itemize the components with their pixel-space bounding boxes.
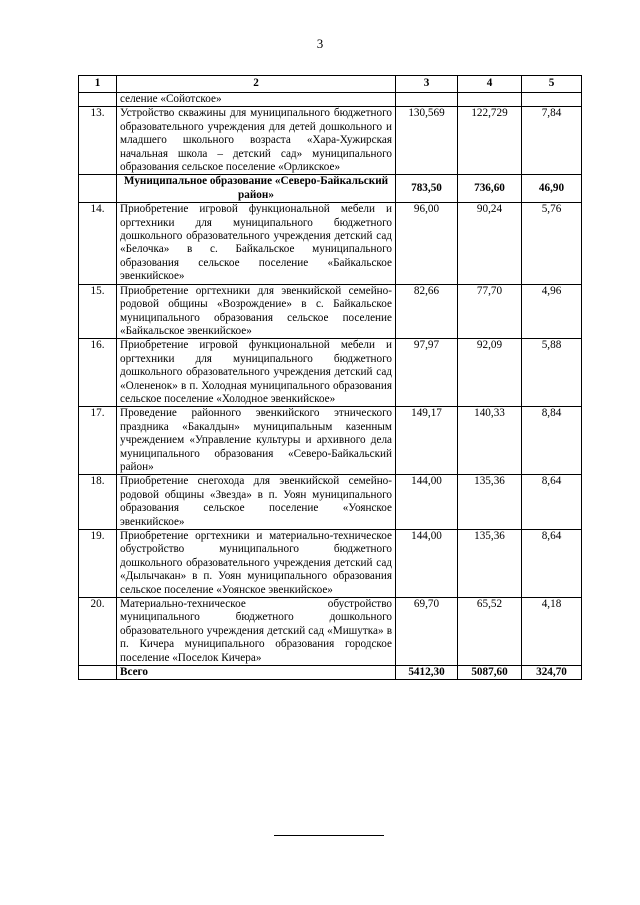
total-label: Всего	[117, 666, 396, 680]
header-col-5: 5	[522, 76, 582, 93]
row-num: 18.	[79, 475, 117, 530]
table-row	[79, 203, 582, 284]
row-value-col5: 7,84	[522, 107, 582, 175]
group-value-col4: 736,60	[458, 175, 522, 203]
row-value-col4: 135,36	[458, 475, 522, 530]
row-value-col3: 69,70	[396, 598, 458, 666]
row-value-col3: 149,17	[396, 407, 458, 475]
total-value-col5: 324,70	[522, 666, 582, 680]
row-value-col5: 8,64	[522, 475, 582, 530]
table-row	[79, 407, 582, 475]
row-value-col5: 8,64	[522, 530, 582, 598]
row-value-col3: 82,66	[396, 284, 458, 339]
table-row	[79, 598, 582, 666]
row-value-col3: 96,00	[396, 203, 458, 284]
row-value-col4: 65,52	[458, 598, 522, 666]
header-col-3: 3	[396, 76, 458, 93]
row-value-col5: 4,96	[522, 284, 582, 339]
row-value-col4: 122,729	[458, 107, 522, 175]
row-description: Приобретение игровой функциональной мебели и оргтехники для муниципального бюджетного дошкольного образовательного учреждения детский сад «Олененок» в п. Холодная муниципального образования сельское поселение «Холодное эвенкийское»	[117, 339, 396, 407]
row-num: 15.	[79, 284, 117, 339]
row-value-col4: 92,09	[458, 339, 522, 407]
total-value-col3: 5412,30	[396, 666, 458, 680]
row-num: 17.	[79, 407, 117, 475]
row-value-col4: 77,70	[458, 284, 522, 339]
row-num: 14.	[79, 203, 117, 284]
page-number: 3	[316, 36, 324, 51]
row-value-col5: 5,76	[522, 203, 582, 284]
header-col-1: 1	[79, 76, 117, 93]
header-col-2: 2	[117, 76, 396, 93]
row-num: 16.	[79, 339, 117, 407]
total-value-col4: 5087,60	[458, 666, 522, 680]
table-header-row	[79, 76, 582, 93]
row-value-col5: 4,18	[522, 598, 582, 666]
footer-divider	[274, 835, 384, 836]
row-description: Приобретение оргтехники и материально-техническое обустройство муниципального бюджетного дошкольного образовательного учреждения детский сад «Дылычакан» в п. Уоян муниципального образования сельское поселение «Уоянское эвенкийское»	[117, 530, 396, 598]
row-num: 19.	[79, 530, 117, 598]
row-num	[79, 93, 117, 107]
header-col-4: 4	[458, 76, 522, 93]
table-row-continuation	[79, 93, 582, 107]
row-description: Проведение районного эвенкийского этнического праздника «Бакалдын» муниципальным казенным учреждением «Управление культуры и архивного дела муниципального образования «Северо-Байкальский район»	[117, 407, 396, 475]
row-description: Приобретение игровой функциональной мебели и оргтехники для муниципального бюджетного дошкольного образовательного учреждения детский сад «Белочка» в с. Байкальское муниципального образования сельское поселение «Байкальское эвенкийское»	[117, 203, 396, 284]
row-num: 20.	[79, 598, 117, 666]
row-num: 13.	[79, 107, 117, 175]
table-row	[79, 475, 582, 530]
group-value-col3: 783,50	[396, 175, 458, 203]
row-value-col4: 140,33	[458, 407, 522, 475]
row-value-col3: 97,97	[396, 339, 458, 407]
row-value-col4: 90,24	[458, 203, 522, 284]
row-description: Приобретение оргтехники для эвенкийской семейно-родовой общины «Возрождение» в с. Байкальское муниципального образования сельское поселение «Байкальское эвенкийское»	[117, 284, 396, 339]
row-description: селение «Сойотское»	[117, 93, 396, 107]
row-description: Устройство скважины для муниципального бюджетного образовательного учреждения для детей дошкольного и младшего школьного возраста «Хара-Хужирская начальная школа – детский сад» муниципального образования сельское поселение «Орликское»	[117, 107, 396, 175]
table-row	[79, 530, 582, 598]
table-row-total	[79, 666, 582, 680]
group-value-col5: 46,90	[522, 175, 582, 203]
row-value-col3: 144,00	[396, 530, 458, 598]
table-row	[79, 284, 582, 339]
row-description: Материально-техническое обустройство муниципального бюджетного дошкольного образовательного учреждения детский сад «Мишутка» в п. Кичера муниципального образования городское поселение «Поселок Кичера»	[117, 598, 396, 666]
row-value-col4: 135,36	[458, 530, 522, 598]
group-heading: Муниципальное образование «Северо-Байкальский район»	[117, 175, 396, 203]
table-row	[79, 107, 582, 175]
budget-table	[78, 75, 582, 680]
table-row	[79, 339, 582, 407]
table-row-group-heading	[79, 175, 582, 203]
row-value-col3: 130,569	[396, 107, 458, 175]
row-value-col5: 8,84	[522, 407, 582, 475]
row-value-col5: 5,88	[522, 339, 582, 407]
row-value-col3: 144,00	[396, 475, 458, 530]
row-description: Приобретение снегохода для эвенкийской семейно-родовой общины «Звезда» в п. Уоян муниципального образования сельское поселение «Уоянское эвенкийское»	[117, 475, 396, 530]
